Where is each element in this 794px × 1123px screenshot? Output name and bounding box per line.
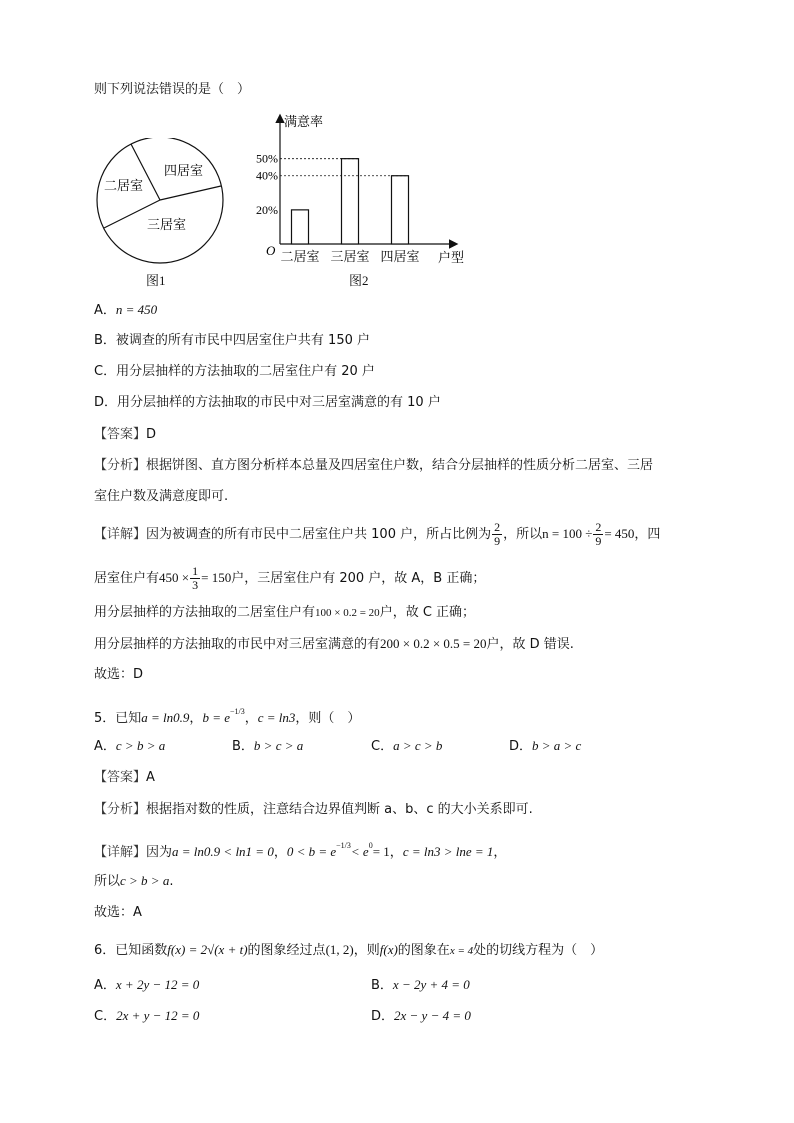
pie-slice-label-2: 三居室 bbox=[147, 218, 187, 233]
category-label-0: 二居室 bbox=[280, 250, 320, 265]
x-axis-label: 户型 bbox=[438, 251, 465, 266]
ticks-group bbox=[256, 152, 409, 217]
q5-choose: 故选：A bbox=[94, 905, 142, 920]
q4-option-b: B．被调查的所有市民中四居室住户共有 150 户 bbox=[94, 333, 370, 348]
figure1-caption: 图1 bbox=[146, 273, 166, 288]
category-labels-group bbox=[280, 250, 419, 265]
fraction-2-9: $\frac{2}{9}$ bbox=[494, 520, 501, 548]
pie-slice-label-0: 二居室 bbox=[104, 179, 144, 194]
q5-option-b: B．b > c > a bbox=[232, 738, 304, 754]
pie-divider-2 bbox=[160, 186, 221, 200]
q4-detail-line3: 用分层抽样的方法抽取的二居室住户有100 × 0.2 = 20户，故 C 正确； bbox=[94, 605, 476, 620]
q4-detail-line1: 【详解】因为被调查的所有市民中二居室住户共 100 户，所占比例为 $\frac{2}{9}$ ，所以n = 100 ÷ $\frac{2}{9}$ = 450，四 bbox=[94, 520, 661, 548]
bar-chart-figure2 bbox=[250, 110, 470, 268]
figure2-caption: 图2 bbox=[349, 273, 369, 288]
q6-stem: 6．已知函数f(x) = 2√(x + t)的图象经过点(1, 2)，则f(x)的图象在x = 4处的切线方程为（ ） bbox=[94, 942, 604, 958]
q4-detail-line2: 居室住户有450 × $\frac{1}{3}$ = 150户，三居室住户有 200 户，故 A，B 正确； bbox=[94, 564, 486, 592]
fraction-1-3: $\frac{1}{3}$ bbox=[192, 564, 199, 592]
y-axis-label: 满意率 bbox=[284, 115, 324, 130]
bar-1 bbox=[342, 159, 359, 244]
question-intro: 则下列说法错误的是（ ） bbox=[94, 82, 251, 97]
bar-2 bbox=[392, 176, 409, 244]
bar-0 bbox=[292, 210, 309, 244]
q6-option-d: D．2x − y − 4 = 0 bbox=[371, 1008, 471, 1024]
q4-option-a: A．n = 450 bbox=[94, 302, 158, 318]
y-tick-label-1: 40% bbox=[256, 168, 278, 183]
q5-analysis: 【分析】根据指对数的性质，注意结合边界值判断 a、b、c 的大小关系即可. bbox=[94, 802, 533, 817]
y-tick-label-2: 50% bbox=[256, 151, 278, 166]
q4-analysis-line1: 【分析】根据饼图、直方图分析样本总量及四居室住户数，结合分层抽样的性质分析二居室、三居 bbox=[94, 458, 654, 473]
q6-option-c: C．2x + y − 12 = 0 bbox=[94, 1008, 200, 1024]
pie-slice-label-1: 四居室 bbox=[164, 164, 204, 179]
q4-choose: 故选：D bbox=[94, 667, 144, 682]
q6-option-b: B．x − 2y + 4 = 0 bbox=[371, 977, 470, 993]
q5-detail-line1: 【详解】因为a = ln0.9 < ln1 = 0，$0 < b = e^{-1/3}< e^0= 1$，c = ln3 > lne = 1， bbox=[94, 841, 507, 860]
q5-option-d: D．b > a > c bbox=[509, 738, 582, 754]
bars-group bbox=[292, 159, 409, 244]
q4-option-c: C．用分层抽样的方法抽取的二居室住户有 20 户 bbox=[94, 364, 375, 379]
q5-option-a: A．c > b > a bbox=[94, 738, 166, 754]
category-label-2: 四居室 bbox=[380, 250, 420, 265]
q5-stem: 5．已知a = ln0.9，$b = e^{-1/3}$，c = ln3，则（ ） bbox=[94, 707, 361, 726]
q5-option-c: C．a > c > b bbox=[371, 738, 443, 754]
q4-answer: 【答案】D bbox=[94, 427, 157, 442]
category-label-1: 三居室 bbox=[330, 250, 370, 265]
pie-chart-figure1 bbox=[94, 138, 234, 268]
origin-label: O bbox=[266, 243, 276, 258]
q4-analysis-line2: 室住户数及满意度即可. bbox=[94, 489, 229, 504]
q5-detail-line2: 所以c > b > a. bbox=[94, 873, 174, 889]
fraction-2-9-b: $\frac{2}{9}$ bbox=[595, 520, 602, 548]
q4-option-d: D．用分层抽样的方法抽取的市民中对三居室满意的有 10 户 bbox=[94, 395, 441, 410]
q4-detail-line4: 用分层抽样的方法抽取的市民中对三居室满意的有200 × 0.2 × 0.5 = 20户，故 D 错误. bbox=[94, 636, 574, 652]
q6-option-a: A．x + 2y − 12 = 0 bbox=[94, 977, 200, 993]
q5-answer: 【答案】A bbox=[94, 770, 155, 785]
y-tick-label-0: 20% bbox=[256, 202, 278, 217]
